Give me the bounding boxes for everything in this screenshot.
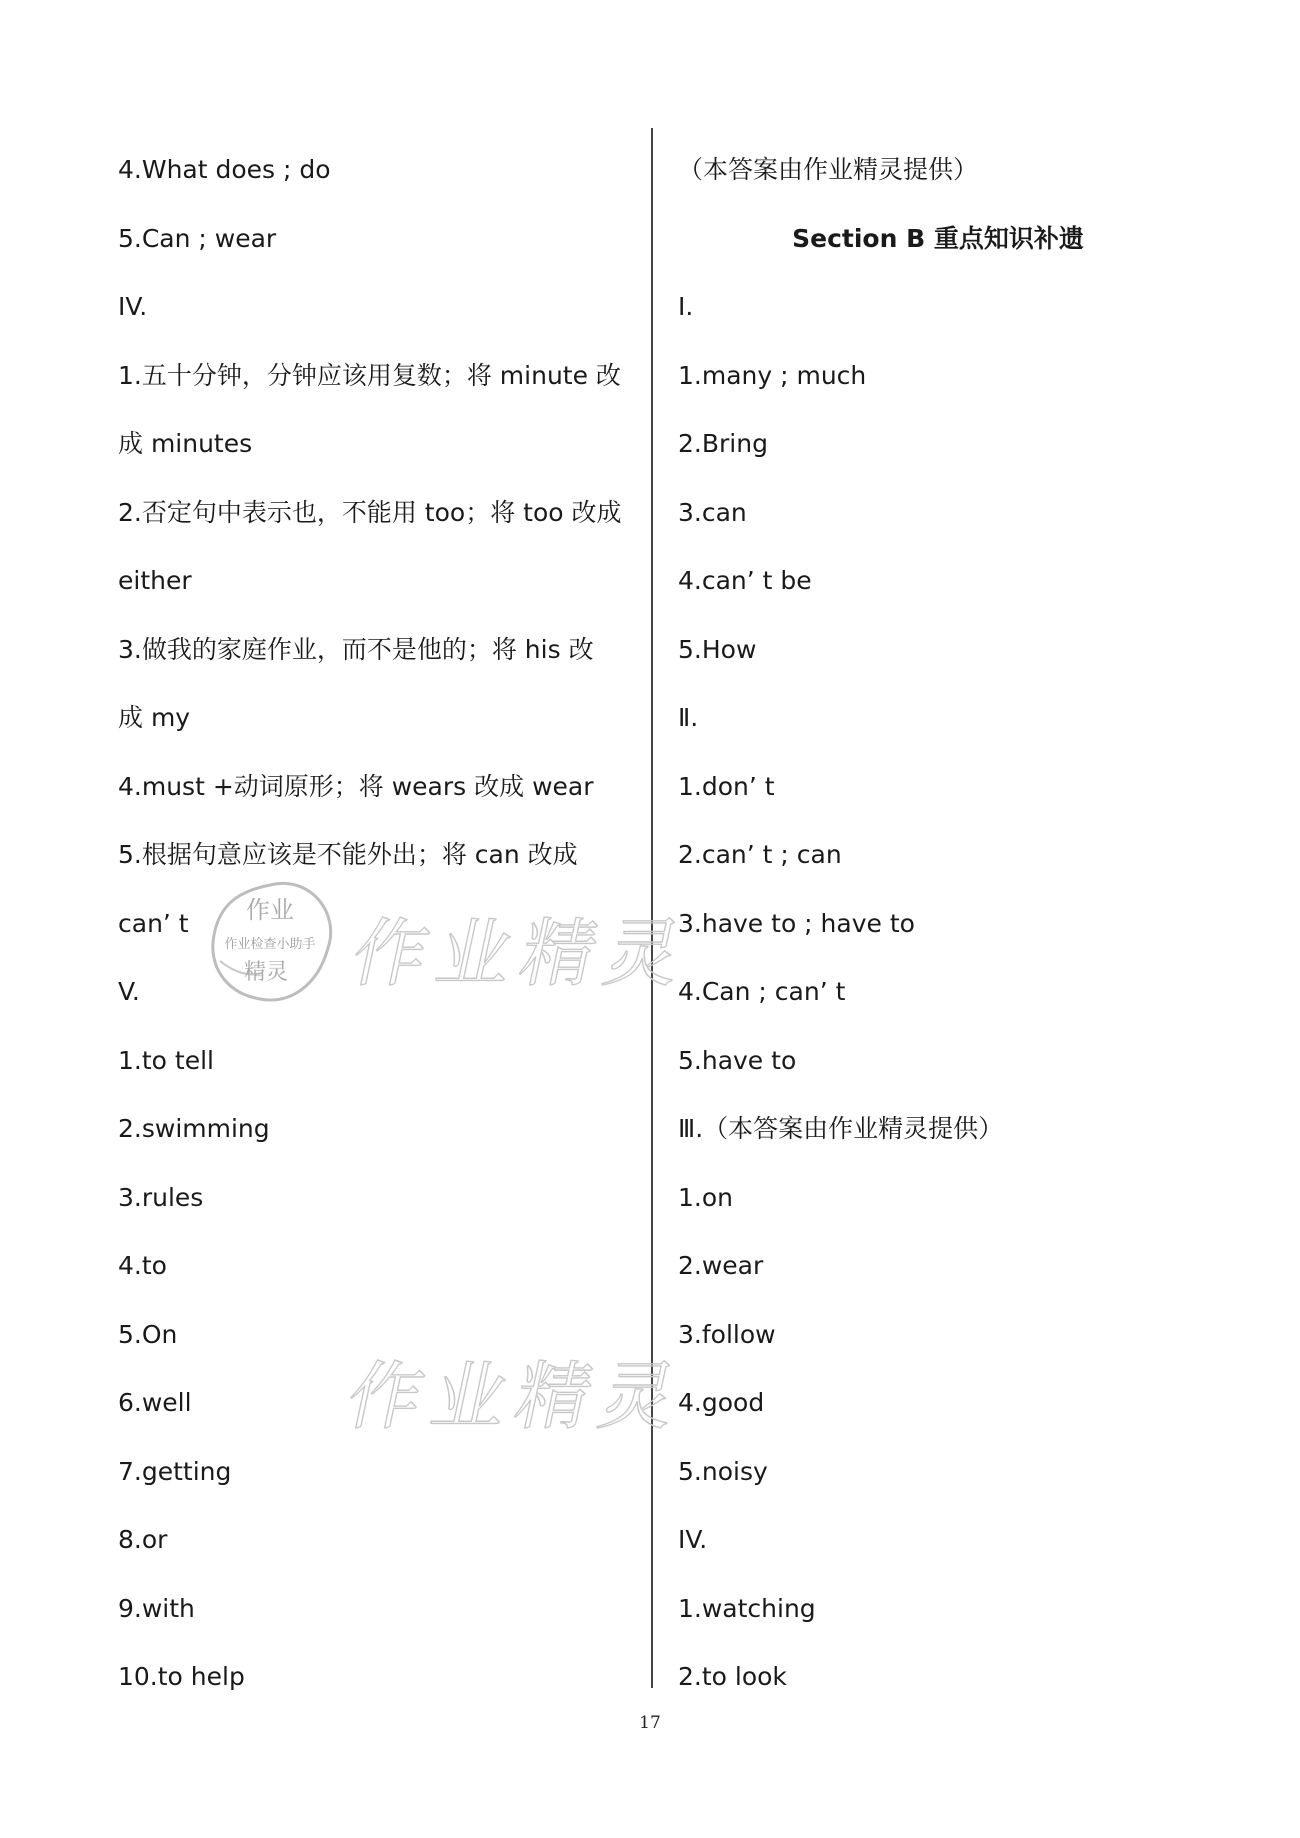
answer-line: Ⅰ. (678, 292, 694, 321)
answer-line: 6.well (118, 1388, 192, 1417)
answer-line: 3.rules (118, 1182, 204, 1212)
answer-line: 4.must +动词原形；将 wears 改成 wear (118, 771, 594, 801)
answer-line: 4.to (118, 1251, 167, 1280)
answer-line: IV. (118, 292, 148, 321)
section-heading: Section B 重点知识补遗 (792, 223, 1084, 253)
answer-line: IV. (678, 1525, 708, 1554)
answer-line: 8.or (118, 1525, 168, 1554)
answer-line: 2.can’ t ; can (678, 840, 842, 869)
answer-line: 成 minutes (118, 429, 253, 458)
left-answer-column (118, 140, 638, 1716)
answer-line: 9.with (118, 1593, 195, 1623)
answer-line: 10.to help (118, 1662, 245, 1691)
answer-line: 5.have to (678, 1045, 797, 1075)
answer-line: 2.to look (678, 1662, 787, 1691)
answer-line: 3.can (678, 497, 747, 527)
answer-line: （本答案由作业精灵提供） (678, 155, 979, 184)
answer-line: 成 my (118, 703, 191, 732)
answer-line: 1.watching (678, 1593, 816, 1623)
answer-line: 2.swimming (118, 1114, 270, 1143)
answer-line: can’ t (118, 908, 189, 938)
answer-line: 3.做我的家庭作业，而不是他的；将 his 改 (118, 634, 594, 664)
answer-line: 1.don’ t (678, 771, 775, 801)
answer-line: 3.have to ; have to (678, 908, 915, 938)
answer-line: 1.many ; much (678, 360, 867, 390)
right-answer-column (678, 140, 1198, 1716)
answer-line: 2.否定句中表示也，不能用 too；将 too 改成 (118, 497, 622, 527)
answer-line: 1.on (678, 1182, 733, 1212)
answer-line: 5.How (678, 634, 757, 664)
answer-line: Ⅲ.（本答案由作业精灵提供） (678, 1114, 1004, 1143)
answer-line: V. (118, 977, 140, 1006)
answer-line: 2.wear (678, 1251, 764, 1280)
column-divider (651, 128, 653, 1688)
page-number: 17 (639, 1713, 661, 1733)
answer-line: 2.Bring (678, 429, 768, 458)
answer-line: 5.On (118, 1319, 178, 1349)
stamp-top-text: 作业 (246, 896, 294, 924)
watermark-text: 作业精灵 (339, 1354, 694, 1440)
answer-line: either (118, 566, 192, 595)
answer-line: 4.can’ t be (678, 566, 812, 595)
answer-line: 1.五十分钟，分钟应该用复数；将 minute 改 (118, 360, 621, 390)
answer-line: 4.good (678, 1388, 765, 1417)
answer-line: 5.根据句意应该是不能外出；将 can 改成 (118, 840, 578, 869)
answer-line: 3.follow (678, 1319, 776, 1349)
answer-line: 4.Can ; can’ t (678, 977, 846, 1006)
watermark-text: 作业精灵 (344, 911, 699, 997)
answer-line: 7.getting (118, 1456, 232, 1486)
answer-line: 5.noisy (678, 1456, 768, 1486)
stamp-middle-text: 作业检查小助手 (224, 937, 316, 952)
stamp-bottom-text: 精灵 (243, 960, 289, 985)
answer-line: Ⅱ. (678, 703, 699, 732)
answer-line: 5.Can ; wear (118, 223, 277, 253)
stamp-logo-icon (200, 873, 340, 1013)
answer-line: 4.What does ; do (118, 155, 331, 184)
answer-line: 1.to tell (118, 1045, 214, 1075)
